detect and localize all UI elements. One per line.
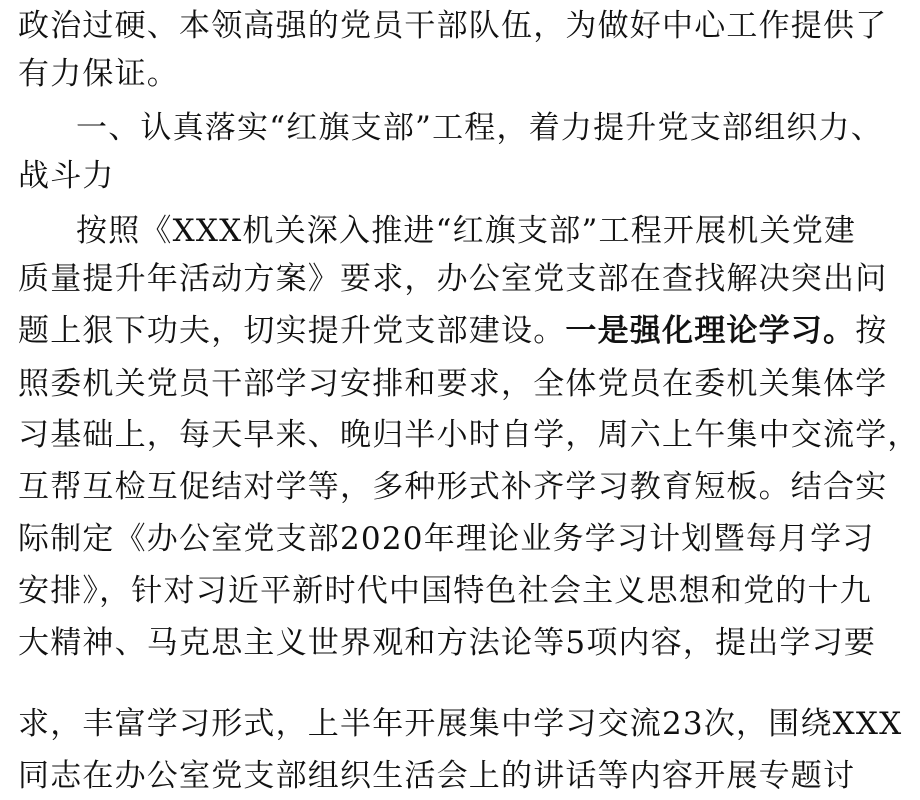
paragraph-line: 安排》，针对习近平新时代中国特色社会主义思想和党的十九 (18, 573, 872, 609)
section-heading-line: 战斗力 (18, 158, 115, 194)
section-heading-line: 一、认真落实“红旗支部”工程，着力提升党支部组织力、 (76, 110, 883, 146)
paragraph-text: 按 (855, 313, 888, 349)
paragraph-line: 有力保证。 (18, 56, 179, 92)
paragraph-line: 政治过硬、本领高强的党员干部队伍，为做好中心工作提供了 (18, 8, 888, 44)
emphasis-text: 一是强化理论学习。 (565, 313, 856, 349)
paragraph-line: 按照《XXX机关深入推进“红旗支部”工程开展机关党建 (76, 213, 857, 249)
paragraph-line: 质量提升年活动方案》要求，办公室党支部在查找解决突出问 (18, 261, 888, 297)
paragraph-line: 大精神、马克思主义世界观和方法论等5项内容，提出学习要 (18, 625, 877, 661)
paragraph-line: 同志在办公室党支部组织生活会上的讲话等内容开展专题讨 (18, 758, 856, 794)
paragraph-line: 求，丰富学习形式，上半年开展集中学习交流23次，围绕XXX (18, 706, 903, 742)
paragraph-line: 互帮互检互促结对学等，多种形式补齐学习教育短板。结合实 (18, 469, 888, 505)
paragraph-line: 习基础上，每天早来、晚归半小时自学，周六上午集中交流学， (18, 417, 920, 453)
paragraph-line: 际制定《办公室党支部2020年理论业务学习计划暨每月学习 (18, 521, 875, 557)
paragraph-line: 照委机关党员干部学习安排和要求，全体党员在委机关集体学 (18, 366, 888, 402)
paragraph-text: 题上狠下功夫，切实提升党支部建设。 (18, 313, 566, 349)
paragraph-line-mixed (18, 307, 888, 355)
